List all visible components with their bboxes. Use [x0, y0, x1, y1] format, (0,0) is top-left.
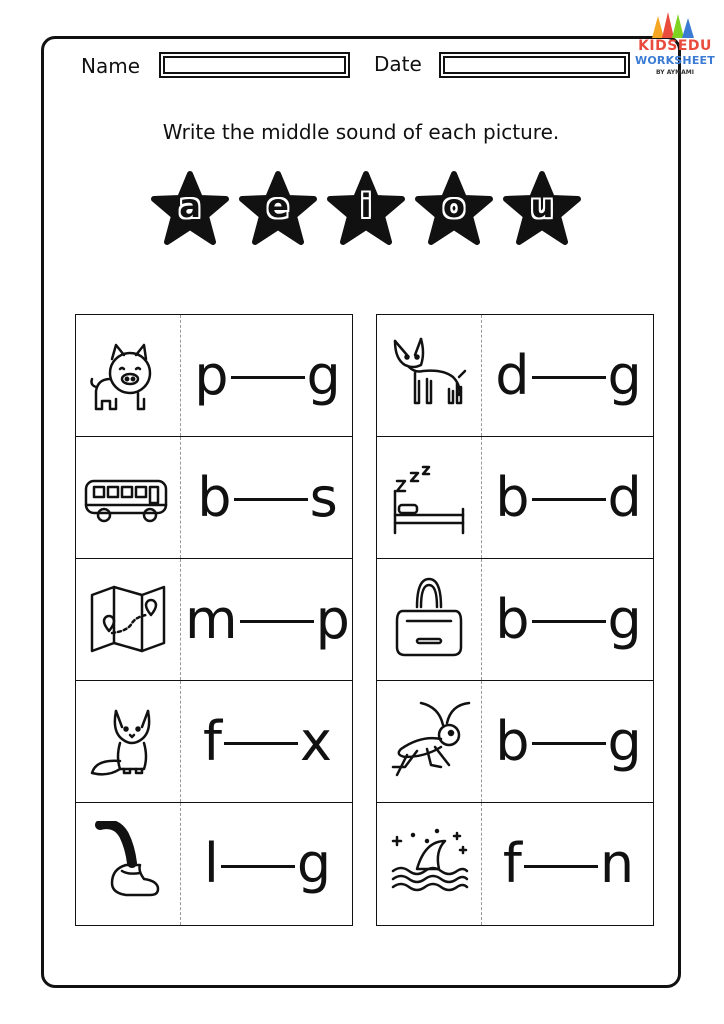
fox-icon: [86, 699, 170, 783]
last-letter: g: [607, 343, 642, 407]
picture-cell: [76, 437, 181, 558]
logo-title: KIDSEDU: [638, 38, 712, 54]
word-row: [377, 559, 653, 681]
vowel-stars: [150, 170, 580, 250]
word-puzzle[interactable]: [482, 803, 655, 925]
answer-blank[interactable]: [240, 616, 314, 623]
first-letter: f: [203, 709, 223, 773]
first-letter: d: [495, 343, 530, 407]
vowel-letter: o: [443, 187, 465, 225]
word-row: [377, 315, 653, 437]
word-puzzle[interactable]: [181, 559, 354, 680]
word-puzzle[interactable]: [181, 437, 354, 558]
date-field[interactable]: [439, 52, 630, 78]
bag-icon: [387, 577, 471, 661]
vowel-star: [414, 170, 494, 248]
picture-cell: [76, 681, 181, 802]
answer-blank[interactable]: [221, 861, 295, 868]
first-letter: b: [197, 465, 232, 529]
leg-icon: [86, 821, 170, 905]
instruction-text: Write the middle sound of each picture.: [162, 120, 560, 144]
word-row: [377, 681, 653, 803]
picture-cell: [377, 437, 482, 558]
dog-icon: [387, 333, 471, 417]
word-row: [76, 803, 352, 925]
left-word-column: [75, 314, 353, 926]
word-puzzle[interactable]: [181, 681, 354, 802]
answer-blank[interactable]: [532, 616, 606, 623]
word-row: [76, 437, 352, 559]
logo-subtitle: WORKSHEET: [635, 54, 715, 67]
last-letter: g: [296, 832, 332, 895]
answer-blank[interactable]: [524, 861, 598, 868]
vowel-star: [150, 170, 230, 248]
bed-icon: [387, 455, 471, 539]
word-puzzle[interactable]: [181, 315, 354, 436]
picture-cell: [377, 315, 482, 436]
pig-icon: [86, 333, 170, 417]
first-letter: b: [495, 465, 530, 529]
pencils-icon: [632, 10, 718, 40]
bug-icon: [387, 699, 471, 783]
word-row: [76, 681, 352, 803]
vowel-letter: u: [530, 187, 554, 225]
answer-blank[interactable]: [532, 738, 606, 745]
word-puzzle[interactable]: [482, 559, 655, 680]
brand-logo: [632, 10, 718, 88]
first-letter: f: [502, 832, 522, 895]
word-puzzle[interactable]: [482, 437, 655, 558]
last-letter: p: [315, 587, 350, 651]
picture-cell: [377, 681, 482, 802]
picture-cell: [76, 559, 181, 680]
answer-blank[interactable]: [532, 372, 606, 379]
answer-blank[interactable]: [224, 738, 298, 745]
picture-cell: [76, 315, 181, 436]
first-letter: l: [203, 832, 219, 895]
vowel-letter: i: [360, 187, 372, 225]
map-icon: [86, 577, 170, 661]
name-label: Name: [81, 54, 141, 78]
first-letter: m: [185, 587, 238, 651]
word-row: [377, 803, 653, 925]
answer-blank[interactable]: [234, 494, 308, 501]
last-letter: s: [309, 465, 338, 529]
right-word-column: [376, 314, 654, 926]
fin-icon: [387, 821, 471, 905]
date-label: Date: [374, 52, 422, 76]
vowel-star: [238, 170, 318, 248]
word-row: [76, 559, 352, 681]
word-puzzle[interactable]: [181, 803, 354, 925]
word-row: [377, 437, 653, 559]
last-letter: g: [607, 709, 642, 773]
bus-icon: [82, 455, 170, 539]
vowel-star: [326, 170, 406, 248]
picture-cell: [76, 803, 181, 925]
name-field[interactable]: [159, 52, 350, 78]
first-letter: b: [495, 587, 530, 651]
word-puzzle[interactable]: [482, 315, 655, 436]
logo-byline: BY AYMAMI: [656, 69, 694, 76]
vowel-star: [502, 170, 582, 248]
last-letter: n: [599, 832, 635, 895]
answer-blank[interactable]: [532, 494, 606, 501]
picture-cell: [377, 803, 482, 925]
last-letter: g: [306, 343, 341, 407]
first-letter: b: [495, 709, 530, 773]
last-letter: g: [607, 587, 642, 651]
last-letter: d: [607, 465, 642, 529]
last-letter: x: [300, 709, 332, 773]
first-letter: p: [194, 343, 229, 407]
answer-blank[interactable]: [231, 372, 305, 379]
word-puzzle[interactable]: [482, 681, 655, 802]
vowel-letter: e: [267, 187, 289, 225]
picture-cell: [377, 559, 482, 680]
word-row: [76, 315, 352, 437]
vowel-letter: a: [179, 187, 201, 225]
